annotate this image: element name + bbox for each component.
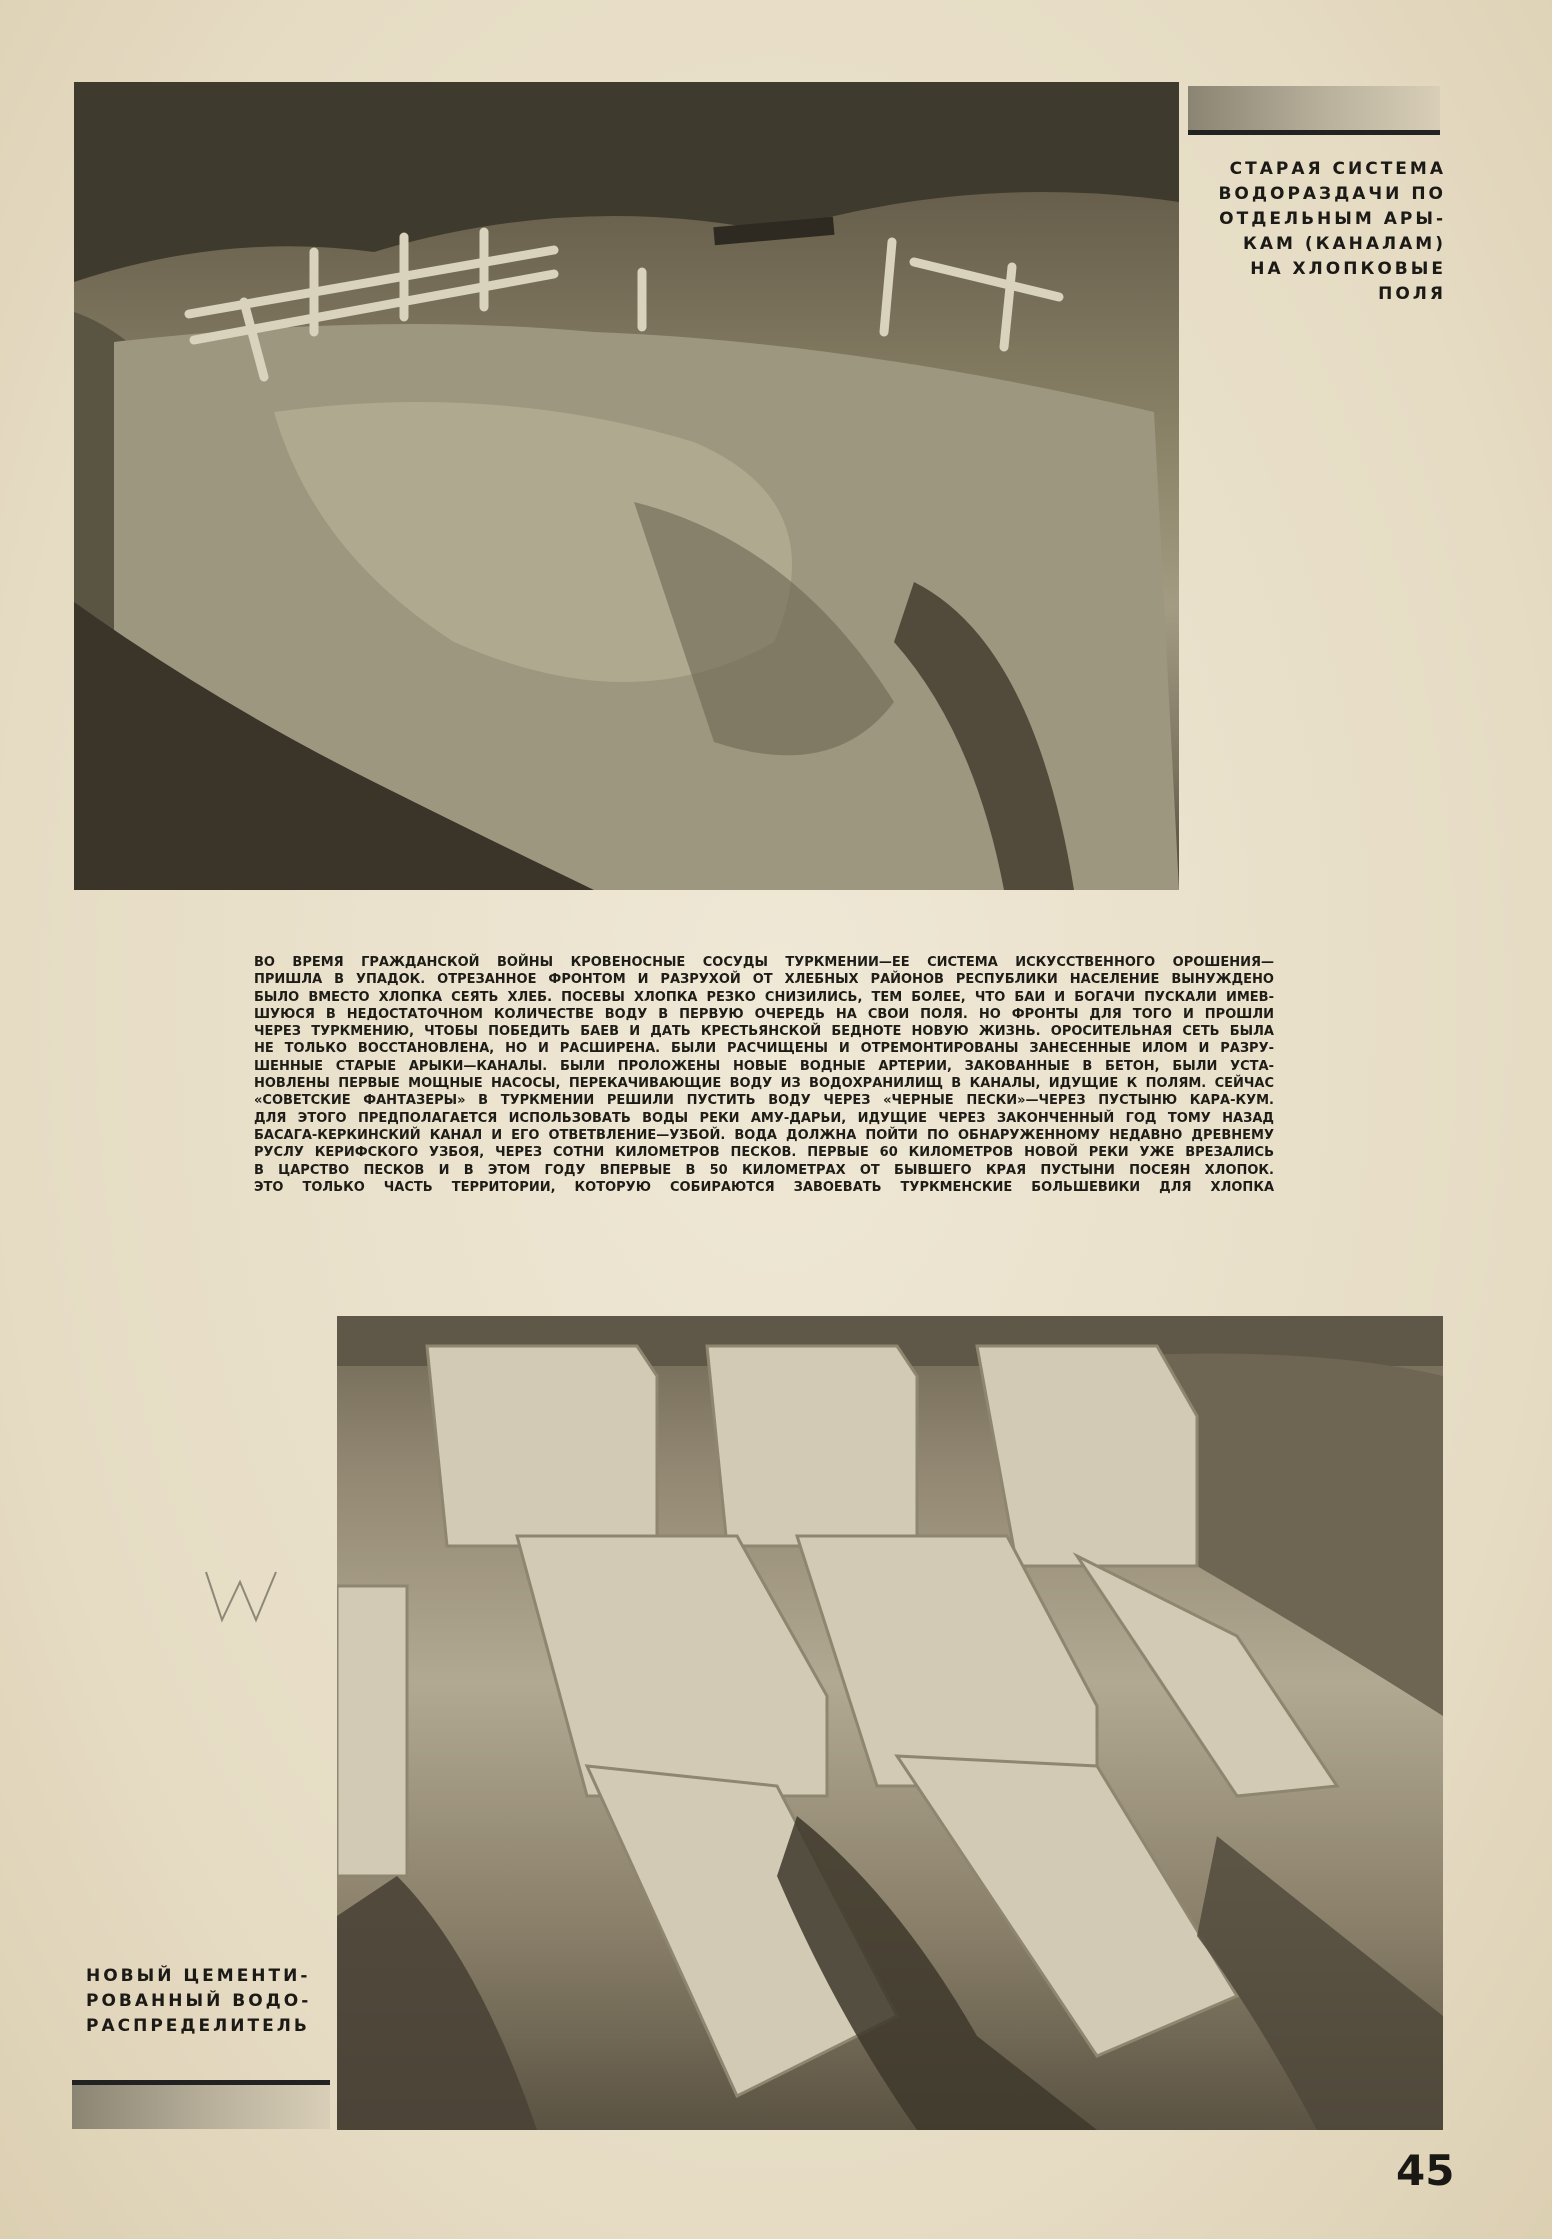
article-line: РУСЛУ КЕРИФСКОГО УЗБОЯ, ЧЕРЕЗ СОТНИ КИЛОМЕТРОВ ПЕСКОВ. ПЕРВЫЕ 60 КИЛОМЕТРОВ НОВОЙ РЕКИ УЖЕ ВРЕЗАЛИСЬ (254, 1145, 1274, 1161)
article-line: БАСАГА-КЕРКИНСКИЙ КАНАЛ И ЕГО ОТВЕТВЛЕНИЕ—УЗБОЙ. ВОДА ДОЛЖНА ПОЙТИ ПО ОБНАРУЖЕННОМУ НЕДАВНО ДРЕВНЕМУ (254, 1127, 1274, 1143)
article-line: ШУЮСЯ В НЕДОСТАТОЧНОМ КОЛИЧЕСТВЕ ВОДУ В ПЕРВУЮ ОЧЕРЕДЬ НА СВОИ ПОЛЯ. НО ФРОНТЫ ДЛЯ ТОГО И ПРОШЛИ (254, 1006, 1274, 1022)
article-body (254, 954, 1274, 1196)
article-line: В ЦАРСТВО ПЕСКОВ И В ЭТОМ ГОДУ ВПЕРВЫЕ В 50 КИЛОМЕТРАХ ОТ БЫВШЕГО КРАЯ ПУСТЫНИ ПОСЕЯН ХЛОПОК. (254, 1162, 1274, 1178)
article-line: НЕ ТОЛЬКО ВОССТАНОВЛЕНА, НО И РАСШИРЕНА. БЫЛИ РАСЧИЩЕНЫ И ОТРЕМОНТИРОВАНЫ ЗАНЕСЕННЫЕ ИЛОМ И РАЗРУ- (254, 1041, 1274, 1057)
article-line: ВО ВРЕМЯ ГРАЖДАНСКОЙ ВОЙНЫ КРОВЕНОСНЫЕ СОСУДЫ ТУРКМЕНИИ—ЕЕ СИСТЕМА ИСКУССТВЕННОГО ОРОШЕНИЯ— (254, 955, 1274, 970)
photo-cemented-water-distributor (337, 1316, 1443, 2130)
article-line: ЭТО ТОЛЬКО ЧАСТЬ ТЕРРИТОРИИ, КОТОРУЮ СОБИРАЮТСЯ ЗАВОЕВАТЬ ТУРКМЕНСКИЕ БОЛЬШЕВИКИ ДЛЯ ХЛОПКА (254, 1179, 1274, 1195)
caption-accent-bar-top (1188, 86, 1440, 135)
article-line: НОВЛЕНЫ ПЕРВЫЕ МОЩНЫЕ НАСОСЫ, ПЕРЕКАЧИВАЮЩИЕ ВОДУ ИЗ ВОДОХРАНИЛИЩ В КАНАЛЫ, ИДУЩИЕ К ПОЛЯМ. СЕЙЧАС (254, 1076, 1274, 1092)
article-line: ЧЕРЕЗ ТУРКМЕНИЮ, ЧТОБЫ ПОБЕДИТЬ БАЕВ И ДАТЬ КРЕСТЬЯНСКОЙ БЕДНОТЕ НОВУЮ ЖИЗНЬ. ОРОСИТЕЛЬНАЯ СЕТЬ БЫЛА (254, 1024, 1274, 1040)
caption-old-irrigation: СТАРАЯ СИСТЕМА ВОДОРАЗДАЧИ ПО ОТДЕЛЬНЫМ АРЫ- КАМ (КАНАЛАМ) НА ХЛОПКОВЫЕ ПОЛЯ (1218, 159, 1446, 304)
caption-new-distributor: НОВЫЙ ЦЕМЕНТИ- РОВАННЫЙ ВОДО- РАСПРЕДЕЛИТЕЛЬ (86, 1966, 312, 2036)
page-number: 45 (1396, 2146, 1455, 2195)
pencil-mark-w (204, 1568, 278, 1624)
article-line: ПРИШЛА В УПАДОК. ОТРЕЗАННОЕ ФРОНТОМ И РАЗРУХОЙ ОТ ХЛЕБНЫХ РАЙОНОВ РЕСПУБЛИКИ НАСЕЛЕНИЕ ВЫНУЖДЕНО (254, 972, 1274, 988)
photo-old-irrigation-canal (74, 82, 1179, 890)
article-line: БЫЛО ВМЕСТО ХЛОПКА СЕЯТЬ ХЛЕБ. ПОСЕВЫ ХЛОПКА РЕЗКО СНИЗИЛИСЬ, ТЕМ БОЛЕЕ, ЧТО БАИ И БОГАЧИ ПУСКАЛИ ИМЕВ- (254, 989, 1274, 1005)
article-line: «СОВЕТСКИЕ ФАНТАЗЕРЫ» В ТУРКМЕНИИ РЕШИЛИ ПУСТИТЬ ВОДУ ЧЕРЕЗ «ЧЕРНЫЕ ПЕСКИ»—ЧЕРЕЗ ПУСТЫНЮ КАРА-КУМ. (254, 1093, 1274, 1109)
article-line: ШЕННЫЕ СТАРЫЕ АРЫКИ—КАНАЛЫ. БЫЛИ ПРОЛОЖЕНЫ НОВЫЕ ВОДНЫЕ АРТЕРИИ, ЗАКОВАННЫЕ В БЕТОН, БЫЛИ УСТА- (254, 1058, 1274, 1074)
caption-accent-bar-bottom (72, 2080, 330, 2129)
article-line: ДЛЯ ЭТОГО ПРЕДПОЛАГАЕТСЯ ИСПОЛЬЗОВАТЬ ВОДЫ РЕКИ АМУ-ДАРЬИ, ИДУЩИЕ ЧЕРЕЗ ЗАКОНЧЕННЫЙ ГОД ТОМУ НАЗАД (254, 1110, 1274, 1126)
